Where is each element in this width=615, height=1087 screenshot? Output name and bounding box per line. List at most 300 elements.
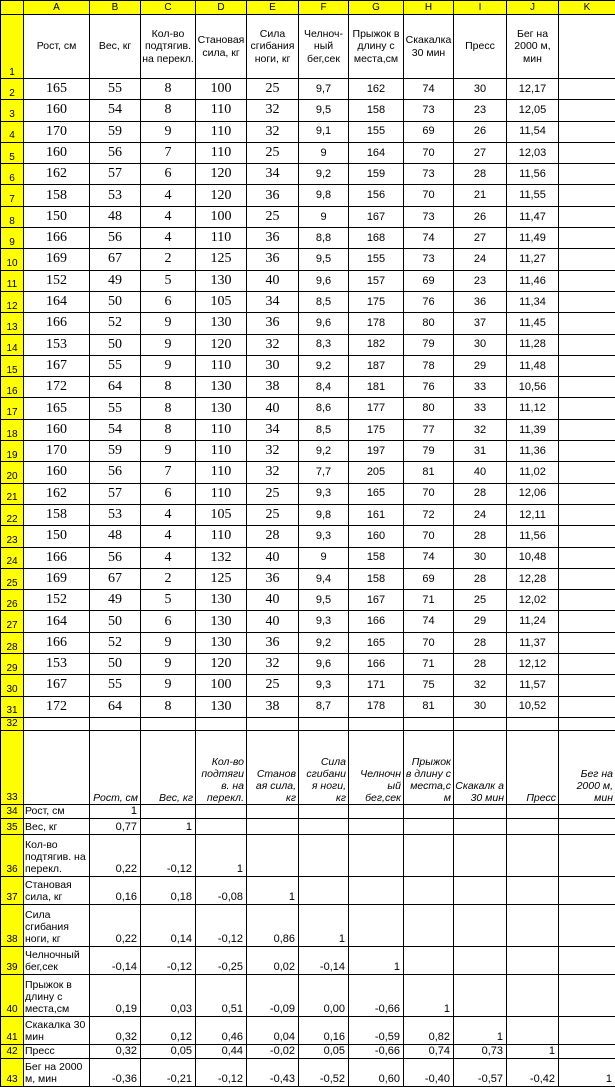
data-cell[interactable]: 160: [24, 142, 90, 163]
data-cell[interactable]: 50: [90, 291, 141, 312]
data-cell[interactable]: 170: [24, 441, 90, 462]
data-cell[interactable]: [559, 185, 615, 206]
data-cell[interactable]: 56: [90, 462, 141, 483]
data-cell[interactable]: [559, 121, 615, 142]
data-cell[interactable]: 24: [454, 249, 507, 270]
data-cell[interactable]: 70: [404, 483, 454, 504]
correlation-cell[interactable]: [507, 1016, 559, 1044]
data-cell[interactable]: 78: [404, 355, 454, 376]
correlation-row-label[interactable]: Сила сгибания ноги, кг: [24, 904, 90, 946]
row-header[interactable]: 41: [1, 1016, 24, 1044]
data-cell[interactable]: 21: [454, 185, 507, 206]
data-cell[interactable]: 9,2: [299, 164, 349, 185]
row-header[interactable]: 30: [1, 675, 24, 696]
data-cell[interactable]: 178: [349, 313, 404, 334]
correlation-cell[interactable]: -0,40: [404, 1058, 454, 1086]
correlation-row-label[interactable]: Становая сила, кг: [24, 876, 90, 904]
data-cell[interactable]: 181: [349, 377, 404, 398]
row-header[interactable]: 12: [1, 291, 24, 312]
correlation-cell[interactable]: 0,32: [90, 1044, 141, 1058]
column-header-c[interactable]: C: [141, 1, 196, 15]
data-cell[interactable]: 169: [24, 568, 90, 589]
correlation-row-label[interactable]: Пресс: [24, 1044, 90, 1058]
row-header[interactable]: 3: [1, 100, 24, 121]
data-cell[interactable]: 171: [349, 675, 404, 696]
data-cell[interactable]: 40: [247, 547, 299, 568]
data-cell[interactable]: 177: [349, 398, 404, 419]
row-header[interactable]: 39: [1, 946, 24, 974]
select-all-corner[interactable]: [1, 1, 24, 15]
row-header[interactable]: 23: [1, 526, 24, 547]
correlation-cell[interactable]: -0,12: [196, 904, 247, 946]
data-cell[interactable]: 73: [404, 164, 454, 185]
data-cell[interactable]: 48: [90, 526, 141, 547]
data-cell[interactable]: 9: [141, 313, 196, 334]
data-cell[interactable]: 153: [24, 654, 90, 675]
column-header-g[interactable]: G: [349, 1, 404, 15]
data-cell[interactable]: 9: [141, 675, 196, 696]
row-header[interactable]: 28: [1, 632, 24, 653]
data-cell[interactable]: 57: [90, 483, 141, 504]
data-cell[interactable]: 70: [404, 526, 454, 547]
data-cell[interactable]: 76: [404, 291, 454, 312]
data-cell[interactable]: 158: [349, 100, 404, 121]
correlation-cell[interactable]: 0,19: [90, 974, 141, 1016]
data-cell[interactable]: 156: [349, 185, 404, 206]
data-cell[interactable]: 166: [349, 654, 404, 675]
data-cell[interactable]: 158: [349, 568, 404, 589]
correlation-header-cell[interactable]: Пресс: [507, 730, 559, 804]
data-cell[interactable]: 55: [90, 675, 141, 696]
data-cell[interactable]: 162: [24, 483, 90, 504]
data-cell[interactable]: 130: [196, 313, 247, 334]
data-cell[interactable]: 167: [24, 355, 90, 376]
row-header[interactable]: 16: [1, 377, 24, 398]
correlation-cell[interactable]: 1: [559, 1058, 615, 1086]
correlation-cell[interactable]: [141, 804, 196, 818]
correlation-row-label[interactable]: Челночный бег,сек: [24, 946, 90, 974]
data-cell[interactable]: 69: [404, 121, 454, 142]
header-cell[interactable]: Сила сгибания ноги, кг: [247, 15, 299, 79]
data-cell[interactable]: 11,55: [507, 185, 559, 206]
correlation-cell[interactable]: -0,09: [247, 974, 299, 1016]
header-cell[interactable]: Челноч-ный бег,сек: [299, 15, 349, 79]
correlation-cell[interactable]: [299, 804, 349, 818]
data-cell[interactable]: [349, 717, 404, 730]
data-cell[interactable]: 36: [247, 632, 299, 653]
row-header[interactable]: 24: [1, 547, 24, 568]
data-cell[interactable]: [559, 142, 615, 163]
data-cell[interactable]: 11,48: [507, 355, 559, 376]
correlation-cell[interactable]: 1: [454, 1016, 507, 1044]
correlation-cell[interactable]: [559, 974, 615, 1016]
header-cell[interactable]: Становая сила, кг: [196, 15, 247, 79]
data-cell[interactable]: [559, 291, 615, 312]
data-cell[interactable]: 9,7: [299, 79, 349, 100]
data-cell[interactable]: 197: [349, 441, 404, 462]
correlation-cell[interactable]: [507, 834, 559, 876]
data-cell[interactable]: 64: [90, 696, 141, 717]
correlation-cell[interactable]: [507, 946, 559, 974]
data-cell[interactable]: 59: [90, 121, 141, 142]
data-cell[interactable]: 53: [90, 504, 141, 525]
data-cell[interactable]: 6: [141, 483, 196, 504]
row-header[interactable]: 33: [1, 730, 24, 804]
data-cell[interactable]: 8: [141, 419, 196, 440]
data-cell[interactable]: [559, 419, 615, 440]
data-cell[interactable]: 30: [454, 547, 507, 568]
data-cell[interactable]: 69: [404, 270, 454, 291]
row-header[interactable]: 10: [1, 249, 24, 270]
data-cell[interactable]: 170: [24, 121, 90, 142]
correlation-header-cell[interactable]: Челночн ый бег,сек: [349, 730, 404, 804]
data-cell[interactable]: 178: [349, 696, 404, 717]
data-cell[interactable]: 130: [196, 611, 247, 632]
correlation-cell[interactable]: 0,14: [141, 904, 196, 946]
row-header[interactable]: 2: [1, 79, 24, 100]
data-cell[interactable]: 76: [404, 377, 454, 398]
data-cell[interactable]: 157: [349, 270, 404, 291]
row-header[interactable]: 32: [1, 717, 24, 730]
data-cell[interactable]: 166: [24, 632, 90, 653]
correlation-cell[interactable]: -0,36: [90, 1058, 141, 1086]
data-cell[interactable]: 167: [24, 675, 90, 696]
data-cell[interactable]: 10,56: [507, 377, 559, 398]
correlation-cell[interactable]: [507, 974, 559, 1016]
data-cell[interactable]: 70: [404, 632, 454, 653]
data-cell[interactable]: 6: [141, 164, 196, 185]
data-cell[interactable]: 2: [141, 249, 196, 270]
row-header[interactable]: 4: [1, 121, 24, 142]
column-header-h[interactable]: H: [404, 1, 454, 15]
data-cell[interactable]: 32: [247, 462, 299, 483]
correlation-header-cell[interactable]: Скакалк а 30 мин: [454, 730, 507, 804]
data-cell[interactable]: 160: [24, 100, 90, 121]
data-cell[interactable]: 168: [349, 228, 404, 249]
data-cell[interactable]: 36: [247, 313, 299, 334]
data-cell[interactable]: 23: [454, 270, 507, 291]
correlation-row-label[interactable]: Скакалка 30 мин: [24, 1016, 90, 1044]
row-header[interactable]: 20: [1, 462, 24, 483]
data-cell[interactable]: [559, 398, 615, 419]
data-cell[interactable]: 159: [349, 164, 404, 185]
header-cell[interactable]: [24, 730, 90, 804]
row-header[interactable]: 6: [1, 164, 24, 185]
row-header[interactable]: 14: [1, 334, 24, 355]
data-cell[interactable]: 164: [24, 291, 90, 312]
data-cell[interactable]: 77: [404, 419, 454, 440]
data-cell[interactable]: [559, 611, 615, 632]
correlation-cell[interactable]: [349, 804, 404, 818]
data-cell[interactable]: 56: [90, 228, 141, 249]
correlation-cell[interactable]: -0,21: [141, 1058, 196, 1086]
correlation-cell[interactable]: [299, 818, 349, 834]
data-cell[interactable]: 40: [247, 398, 299, 419]
data-cell[interactable]: 9: [299, 547, 349, 568]
data-cell[interactable]: 110: [196, 228, 247, 249]
data-cell[interactable]: 27: [454, 142, 507, 163]
data-cell[interactable]: 48: [90, 206, 141, 227]
data-cell[interactable]: 11,28: [507, 334, 559, 355]
data-cell[interactable]: 164: [349, 142, 404, 163]
data-cell[interactable]: [559, 206, 615, 227]
data-cell[interactable]: 9,1: [299, 121, 349, 142]
correlation-cell[interactable]: 0,22: [90, 834, 141, 876]
correlation-header-cell[interactable]: Прыжок в длину с места,с м: [404, 730, 454, 804]
correlation-cell[interactable]: -0,57: [454, 1058, 507, 1086]
correlation-cell[interactable]: -0,52: [299, 1058, 349, 1086]
correlation-cell[interactable]: 0,18: [141, 876, 196, 904]
data-cell[interactable]: 7,7: [299, 462, 349, 483]
data-cell[interactable]: 5: [141, 270, 196, 291]
data-cell[interactable]: 11,45: [507, 313, 559, 334]
data-cell[interactable]: 11,34: [507, 291, 559, 312]
data-cell[interactable]: 9: [299, 142, 349, 163]
data-cell[interactable]: 8: [141, 398, 196, 419]
correlation-cell[interactable]: 0,73: [454, 1044, 507, 1058]
correlation-cell[interactable]: 1: [349, 946, 404, 974]
correlation-cell[interactable]: -0,12: [141, 946, 196, 974]
data-cell[interactable]: 110: [196, 100, 247, 121]
data-cell[interactable]: [507, 717, 559, 730]
row-header[interactable]: 21: [1, 483, 24, 504]
data-cell[interactable]: 130: [196, 696, 247, 717]
data-cell[interactable]: 80: [404, 398, 454, 419]
data-cell[interactable]: 130: [196, 590, 247, 611]
correlation-cell[interactable]: [349, 818, 404, 834]
row-header[interactable]: 27: [1, 611, 24, 632]
data-cell[interactable]: 28: [454, 632, 507, 653]
data-cell[interactable]: 32: [247, 654, 299, 675]
correlation-cell[interactable]: 0,77: [90, 818, 141, 834]
data-cell[interactable]: 9,3: [299, 526, 349, 547]
header-cell[interactable]: Кол-во подтягив. на перекл.: [141, 15, 196, 79]
data-cell[interactable]: 37: [454, 313, 507, 334]
correlation-cell[interactable]: [559, 904, 615, 946]
row-header[interactable]: 43: [1, 1058, 24, 1086]
data-cell[interactable]: 36: [247, 185, 299, 206]
data-cell[interactable]: 34: [247, 164, 299, 185]
data-cell[interactable]: 73: [404, 249, 454, 270]
data-cell[interactable]: 55: [90, 398, 141, 419]
data-cell[interactable]: 9: [141, 121, 196, 142]
correlation-cell[interactable]: 0,05: [299, 1044, 349, 1058]
correlation-cell[interactable]: 0,86: [247, 904, 299, 946]
data-cell[interactable]: 172: [24, 377, 90, 398]
correlation-cell[interactable]: 0,00: [299, 974, 349, 1016]
row-header[interactable]: 13: [1, 313, 24, 334]
data-cell[interactable]: 8: [141, 100, 196, 121]
row-header[interactable]: 34: [1, 804, 24, 818]
data-cell[interactable]: [559, 590, 615, 611]
data-cell[interactable]: 9,5: [299, 100, 349, 121]
data-cell[interactable]: 11,02: [507, 462, 559, 483]
data-cell[interactable]: 25: [454, 590, 507, 611]
correlation-row-label[interactable]: Бег на 2000 м, мин: [24, 1058, 90, 1086]
data-cell[interactable]: 166: [24, 313, 90, 334]
data-cell[interactable]: 8,7: [299, 696, 349, 717]
data-cell[interactable]: 40: [247, 270, 299, 291]
correlation-cell[interactable]: -0,14: [299, 946, 349, 974]
data-cell[interactable]: 130: [196, 377, 247, 398]
data-cell[interactable]: [299, 717, 349, 730]
data-cell[interactable]: 164: [24, 611, 90, 632]
data-cell[interactable]: 9: [141, 654, 196, 675]
row-header[interactable]: 8: [1, 206, 24, 227]
row-header[interactable]: 31: [1, 696, 24, 717]
data-cell[interactable]: 9,6: [299, 654, 349, 675]
correlation-cell[interactable]: -0,12: [196, 1058, 247, 1086]
data-cell[interactable]: 158: [349, 547, 404, 568]
data-cell[interactable]: 54: [90, 419, 141, 440]
data-cell[interactable]: 11,47: [507, 206, 559, 227]
header-cell[interactable]: [559, 15, 615, 79]
data-cell[interactable]: 9,4: [299, 568, 349, 589]
data-cell[interactable]: 26: [454, 121, 507, 142]
correlation-cell[interactable]: -0,14: [90, 946, 141, 974]
data-cell[interactable]: 5: [141, 590, 196, 611]
correlation-cell[interactable]: [196, 818, 247, 834]
correlation-cell[interactable]: 0,16: [90, 876, 141, 904]
data-cell[interactable]: 74: [404, 79, 454, 100]
data-cell[interactable]: 7: [141, 462, 196, 483]
data-cell[interactable]: 165: [349, 483, 404, 504]
data-cell[interactable]: 100: [196, 675, 247, 696]
data-cell[interactable]: 100: [196, 206, 247, 227]
data-cell[interactable]: 32: [247, 334, 299, 355]
row-header[interactable]: 35: [1, 818, 24, 834]
data-cell[interactable]: [559, 441, 615, 462]
data-cell[interactable]: [559, 654, 615, 675]
data-cell[interactable]: 120: [196, 334, 247, 355]
data-cell[interactable]: 9,2: [299, 355, 349, 376]
data-cell[interactable]: [559, 313, 615, 334]
correlation-cell[interactable]: 0,22: [90, 904, 141, 946]
correlation-cell[interactable]: 1: [141, 818, 196, 834]
correlation-cell[interactable]: [404, 904, 454, 946]
data-cell[interactable]: 50: [90, 654, 141, 675]
data-cell[interactable]: 11,36: [507, 441, 559, 462]
data-cell[interactable]: 38: [247, 377, 299, 398]
correlation-cell[interactable]: 1: [90, 804, 141, 818]
data-cell[interactable]: 162: [349, 79, 404, 100]
data-cell[interactable]: 11,49: [507, 228, 559, 249]
data-cell[interactable]: 30: [247, 355, 299, 376]
data-cell[interactable]: 53: [90, 185, 141, 206]
data-cell[interactable]: 8,5: [299, 291, 349, 312]
correlation-cell[interactable]: [559, 946, 615, 974]
correlation-cell[interactable]: [349, 834, 404, 876]
correlation-cell[interactable]: [454, 946, 507, 974]
data-cell[interactable]: [404, 717, 454, 730]
correlation-cell[interactable]: [196, 804, 247, 818]
data-cell[interactable]: 75: [404, 675, 454, 696]
data-cell[interactable]: 130: [196, 398, 247, 419]
data-cell[interactable]: 205: [349, 462, 404, 483]
data-cell[interactable]: [559, 79, 615, 100]
data-cell[interactable]: 125: [196, 249, 247, 270]
data-cell[interactable]: 49: [90, 270, 141, 291]
row-header[interactable]: 37: [1, 876, 24, 904]
data-cell[interactable]: 25: [247, 675, 299, 696]
data-cell[interactable]: 56: [90, 142, 141, 163]
data-cell[interactable]: 158: [24, 504, 90, 525]
correlation-cell[interactable]: 0,12: [141, 1016, 196, 1044]
correlation-cell[interactable]: 0,82: [404, 1016, 454, 1044]
column-header-k[interactable]: K: [559, 1, 615, 15]
data-cell[interactable]: 9,3: [299, 675, 349, 696]
data-cell[interactable]: 28: [454, 654, 507, 675]
correlation-cell[interactable]: 0,02: [247, 946, 299, 974]
data-cell[interactable]: 11,37: [507, 632, 559, 653]
data-cell[interactable]: 12,17: [507, 79, 559, 100]
data-cell[interactable]: [559, 100, 615, 121]
column-header-j[interactable]: J: [507, 1, 559, 15]
correlation-cell[interactable]: [507, 904, 559, 946]
data-cell[interactable]: [247, 717, 299, 730]
data-cell[interactable]: 25: [247, 483, 299, 504]
data-cell[interactable]: 155: [349, 121, 404, 142]
correlation-cell[interactable]: [454, 974, 507, 1016]
data-cell[interactable]: 12,28: [507, 568, 559, 589]
data-cell[interactable]: 160: [24, 462, 90, 483]
correlation-cell[interactable]: [559, 1044, 615, 1058]
data-cell[interactable]: 110: [196, 526, 247, 547]
correlation-cell[interactable]: [404, 804, 454, 818]
data-cell[interactable]: 73: [404, 206, 454, 227]
column-header-i[interactable]: I: [454, 1, 507, 15]
data-cell[interactable]: 25: [247, 504, 299, 525]
correlation-cell[interactable]: -0,42: [507, 1058, 559, 1086]
data-cell[interactable]: 166: [24, 547, 90, 568]
correlation-cell[interactable]: -0,08: [196, 876, 247, 904]
data-cell[interactable]: 8,3: [299, 334, 349, 355]
data-cell[interactable]: 8,5: [299, 419, 349, 440]
data-cell[interactable]: 110: [196, 462, 247, 483]
data-cell[interactable]: 9: [141, 441, 196, 462]
data-cell[interactable]: 40: [454, 462, 507, 483]
data-cell[interactable]: [559, 675, 615, 696]
data-cell[interactable]: 11,56: [507, 526, 559, 547]
data-cell[interactable]: 12,11: [507, 504, 559, 525]
correlation-cell[interactable]: [404, 834, 454, 876]
correlation-cell[interactable]: [454, 818, 507, 834]
data-cell[interactable]: 69: [404, 568, 454, 589]
column-header-d[interactable]: D: [196, 1, 247, 15]
data-cell[interactable]: 64: [90, 377, 141, 398]
data-cell[interactable]: 30: [454, 79, 507, 100]
data-cell[interactable]: 11,39: [507, 419, 559, 440]
correlation-cell[interactable]: 1: [404, 974, 454, 1016]
data-cell[interactable]: 9,5: [299, 249, 349, 270]
data-cell[interactable]: 28: [454, 526, 507, 547]
data-cell[interactable]: 162: [24, 164, 90, 185]
header-cell[interactable]: Скакалка 30 мин: [404, 15, 454, 79]
data-cell[interactable]: [559, 334, 615, 355]
data-cell[interactable]: 2: [141, 568, 196, 589]
correlation-cell[interactable]: [454, 834, 507, 876]
data-cell[interactable]: 130: [196, 632, 247, 653]
row-header[interactable]: 38: [1, 904, 24, 946]
data-cell[interactable]: 29: [454, 611, 507, 632]
correlation-cell[interactable]: [247, 834, 299, 876]
data-cell[interactable]: [559, 228, 615, 249]
column-header-b[interactable]: B: [90, 1, 141, 15]
correlation-header-cell[interactable]: Бег на 2000 м, мин: [559, 730, 615, 804]
correlation-cell[interactable]: 0,05: [141, 1044, 196, 1058]
correlation-header-cell[interactable]: Сила сгибани я ноги, кг: [299, 730, 349, 804]
data-cell[interactable]: 8: [141, 79, 196, 100]
